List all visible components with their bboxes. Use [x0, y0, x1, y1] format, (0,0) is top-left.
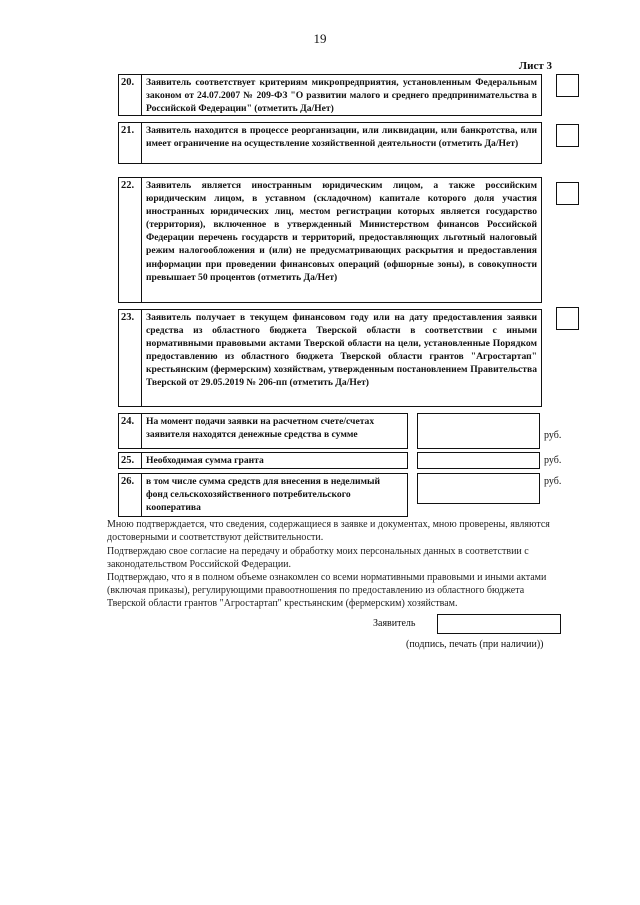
question-row-26 [118, 473, 408, 517]
declaration-acquainted: Подтверждаю, что я в полном объеме ознакомлен со всеми нормативными правовыми и иными актами (включая приказы), регулирующими правоотношения по предоставлению из областного бюджета Тверской области грантов "Агростартап" крестьянским (фермерским) хозяйствам. [107, 572, 547, 609]
row-number: 25. [119, 453, 142, 468]
row-text: Заявитель является иностранным юридическим лицом, а также российским юридическим лицом, в уставном (складочном) капитале которого доля участия иностранных юридических лиц, местом регистрации которых является государство (территория), включенное в утвержденный Министерством финансов Российской Федерации перечень государств и территорий, предоставляющих льготный налоговый режим налогообложения и (или) не предусматривающих раскрытия и предоставления информации при проведении финансовых операций (офшорные зоны), в совокупности превышает 50 процентов (отметить Да/Нет) [146, 180, 537, 283]
currency-label: руб. [544, 455, 562, 466]
question-row-24 [118, 413, 408, 449]
question-row-23 [118, 309, 542, 407]
signature-caption: (подпись, печать (при наличии)) [406, 639, 544, 650]
signature-field[interactable] [437, 614, 561, 634]
answer-checkbox-20[interactable] [556, 74, 579, 97]
row-text: в том числе сумма средств для внесения в неделимый фонд сельскохозяйственного потребительского кооператива [146, 476, 381, 514]
question-row-22 [118, 177, 542, 303]
row-text: Заявитель находится в процессе реорганизации, или ликвидации, или банкротства, или имеет ограничение на осуществление хозяйственной деятельности (отметить Да/Нет) [146, 125, 537, 150]
answer-checkbox-23[interactable] [556, 307, 579, 330]
amount-field-26[interactable] [417, 473, 540, 504]
row-text: На момент подачи заявки на расчетном счете/счетах заявителя находятся денежные средства в сумме [146, 416, 375, 441]
amount-field-24[interactable] [417, 413, 540, 449]
row-number: 21. [119, 123, 142, 163]
row-number: 24. [119, 414, 142, 448]
question-row-21 [118, 122, 542, 164]
answer-checkbox-21[interactable] [556, 124, 579, 147]
declaration-personal-data: Подтверждаю свое согласие на передачу и обработку моих персональных данных в соответствии с законодательством Российской Федерации. [107, 546, 529, 570]
row-number: 23. [119, 310, 142, 406]
signature-label: Заявитель [373, 618, 416, 629]
row-text: Заявитель соответствует критериям микропредприятия, установленным Федеральным законом от 24.07.2007 № 209-ФЗ "О развитии малого и среднего предпринимательства в Российской Федерации" (отметить Да/Нет) [146, 77, 537, 115]
row-number: 22. [119, 178, 142, 302]
declaration-accuracy: Мною подтверждается, что сведения, содержащиеся в заявке и документах, мною проверены, являются достоверными и соответствуют действительности. [107, 519, 550, 543]
question-row-25 [118, 452, 408, 469]
sheet-label: Лист 3 [518, 60, 552, 72]
page-number: 19 [313, 31, 327, 46]
row-number: 26. [119, 474, 142, 516]
question-row-20 [118, 74, 542, 116]
row-text: Заявитель получает в текущем финансовом году или на дату предоставления заявки средства из областного бюджета Тверской области в соответствии с иными нормативными правовыми актами Тверской области на цели, установленные Порядком предоставлению из областного бюджета Тверской области грантов "Агростартап" крестьянским (фермерским) хозяйствам, утвержденным постановлением Правительства Тверской от 29.05.2019 № 206-пп (отметить Да/Нет) [146, 312, 537, 389]
answer-checkbox-22[interactable] [556, 182, 579, 205]
row-text: Необходимая сумма гранта [146, 455, 264, 466]
row-number: 20. [119, 75, 142, 115]
amount-field-25[interactable] [417, 452, 540, 469]
currency-label: руб. [544, 476, 562, 487]
currency-label: руб. [544, 430, 562, 441]
